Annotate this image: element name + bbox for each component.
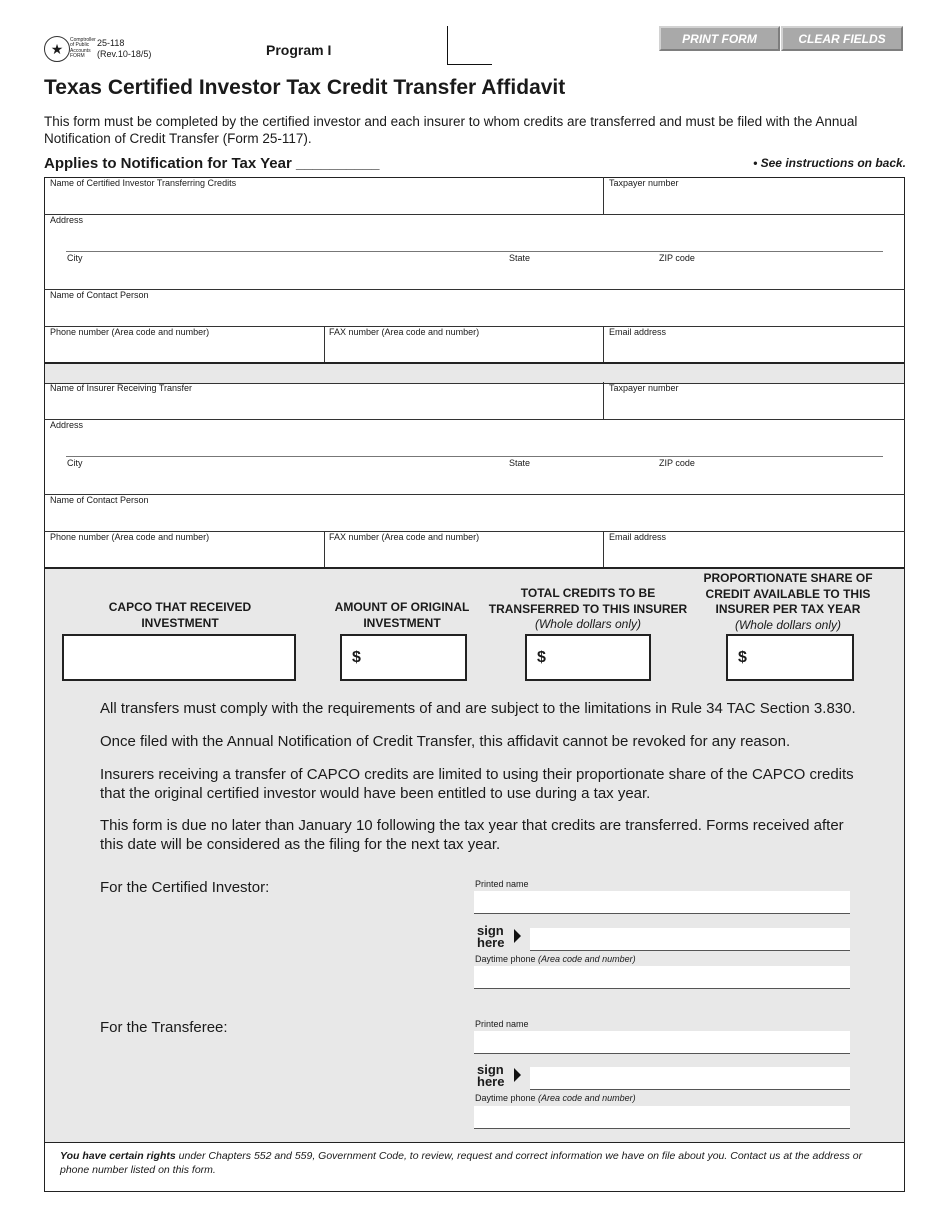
- tax-year-label: Applies to Notification for Tax Year __________: [44, 155, 380, 172]
- divider: [603, 177, 604, 215]
- total-credits-input[interactable]: [525, 634, 651, 681]
- capco-input[interactable]: [62, 634, 296, 681]
- insurer-name-label: Name of Insurer Receiving Transfer: [50, 383, 193, 393]
- capco-column-header: CAPCO THAT RECEIVED INVESTMENT: [108, 600, 252, 630]
- investor-phone-label: Phone number (Area code and number): [50, 327, 210, 337]
- divider: [44, 214, 905, 215]
- sign-arrow-icon: [514, 929, 521, 943]
- insurer-phone-label: Phone number (Area code and number): [50, 532, 210, 542]
- printed-name-label: Printed name: [475, 879, 529, 889]
- investor-daytime-phone-field[interactable]: [474, 966, 850, 989]
- amount-column-header: AMOUNT OF ORIGINAL INVESTMENT: [334, 600, 470, 630]
- transferee-printed-name-field[interactable]: [474, 1031, 850, 1054]
- divider: [44, 419, 905, 420]
- dollar-sign: $: [537, 648, 546, 666]
- section-separator: [45, 362, 904, 384]
- sign-here-marker: sign here: [477, 1062, 505, 1089]
- investor-state-label: State: [509, 253, 531, 263]
- address-underline: [66, 456, 883, 457]
- divider: [603, 382, 604, 420]
- state-seal-icon: ★: [44, 36, 70, 62]
- form-title: Texas Certified Investor Tax Credit Transfer Affidavit: [44, 76, 566, 99]
- proportionate-share-column-header: PROPORTIONATE SHARE OF CREDIT AVAILABLE TO THIS INSURER PER TAX YEAR (Whole dollars only): [703, 571, 873, 632]
- form-revision: (Rev.10-18/5): [97, 49, 152, 59]
- print-form-button[interactable]: PRINT FORM: [659, 26, 780, 51]
- divider: [324, 326, 325, 362]
- investor-zip-label: ZIP code: [659, 253, 695, 263]
- form-number: 25-118: [97, 38, 125, 48]
- rule-paragraph: All transfers must comply with the requirements of and are subject to the limitations in Rule 34 TAC Section 3.830.: [100, 700, 856, 717]
- dollar-sign: $: [352, 648, 361, 666]
- insurer-city-label: City: [67, 458, 83, 468]
- investor-email-label: Email address: [609, 327, 667, 337]
- daytime-phone-label: Daytime phone (Area code and number): [475, 1093, 636, 1103]
- due-date-paragraph: This form is due no later than January 10 following the tax year that credits are transferred. Forms received after this date will be considered as the filing for the next tax year.: [100, 817, 844, 853]
- insurer-zip-label: ZIP code: [659, 458, 695, 468]
- investor-fax-label: FAX number (Area code and number): [329, 327, 480, 337]
- insurer-email-label: Email address: [609, 532, 667, 542]
- revocation-paragraph: Once filed with the Annual Notification of Credit Transfer, this affidavit cannot be revoked for any reason.: [100, 733, 791, 750]
- transferee-signature-field[interactable]: [530, 1067, 850, 1090]
- program-label: Program I: [266, 42, 332, 58]
- investor-city-label: City: [67, 253, 83, 263]
- insurer-address-label: Address: [50, 420, 84, 430]
- insurer-state-label: State: [509, 458, 531, 468]
- investor-name-label: Name of Certified Investor Transferring Credits: [50, 178, 237, 188]
- address-underline: [66, 251, 883, 252]
- printed-name-label: Printed name: [475, 1019, 529, 1029]
- divider: [44, 289, 905, 290]
- proportionate-share-input[interactable]: [726, 634, 854, 681]
- insurer-contact-label: Name of Contact Person: [50, 495, 149, 505]
- divider: [44, 494, 905, 495]
- agency-name: Comptroller of Public Accounts FORM: [70, 37, 96, 60]
- transferee-daytime-phone-field[interactable]: [474, 1106, 850, 1129]
- sign-arrow-icon: [514, 1068, 521, 1082]
- form-intro: This form must be completed by the certified investor and each insurer to whom credits are transferred and must be filed with the Annual Notification of Credit Transfer (Form 25-117).: [44, 114, 858, 146]
- insurer-taxpayer-label: Taxpayer number: [609, 383, 679, 393]
- investor-printed-name-field[interactable]: [474, 891, 850, 914]
- original-investment-input[interactable]: [340, 634, 467, 681]
- dollar-sign: $: [738, 648, 747, 666]
- office-code-box[interactable]: [447, 26, 492, 65]
- certified-investor-label: For the Certified Investor:: [100, 879, 270, 896]
- investor-address-label: Address: [50, 215, 84, 225]
- investor-signature-field[interactable]: [530, 928, 850, 951]
- proportionate-use-paragraph: Insurers receiving a transfer of CAPCO credits are limited to using their proportionate share of the CAPCO credits that the original certified investor would have been entitled to use during a tax year.: [100, 766, 854, 802]
- clear-fields-button[interactable]: CLEAR FIELDS: [781, 26, 903, 51]
- see-instructions-note: • See instructions on back.: [753, 156, 906, 170]
- investor-taxpayer-label: Taxpayer number: [609, 178, 679, 188]
- divider: [324, 531, 325, 567]
- daytime-phone-label: Daytime phone (Area code and number): [475, 954, 636, 964]
- sign-here-marker: sign here: [477, 923, 505, 950]
- investor-contact-label: Name of Contact Person: [50, 290, 149, 300]
- transferee-label: For the Transferee:: [100, 1019, 228, 1036]
- insurer-fax-label: FAX number (Area code and number): [329, 532, 480, 542]
- form-number-block: [97, 38, 151, 60]
- divider: [603, 531, 604, 567]
- total-credits-column-header: TOTAL CREDITS TO BE TRANSFERRED TO THIS INSURER (Whole dollars only): [488, 586, 688, 631]
- privacy-notice: You have certain rights under Chapters 552 and 559, Government Code, to review, request and correct information we have on file about you. Contact us at the address or phone number listed on this form.: [60, 1150, 863, 1176]
- divider: [603, 326, 604, 362]
